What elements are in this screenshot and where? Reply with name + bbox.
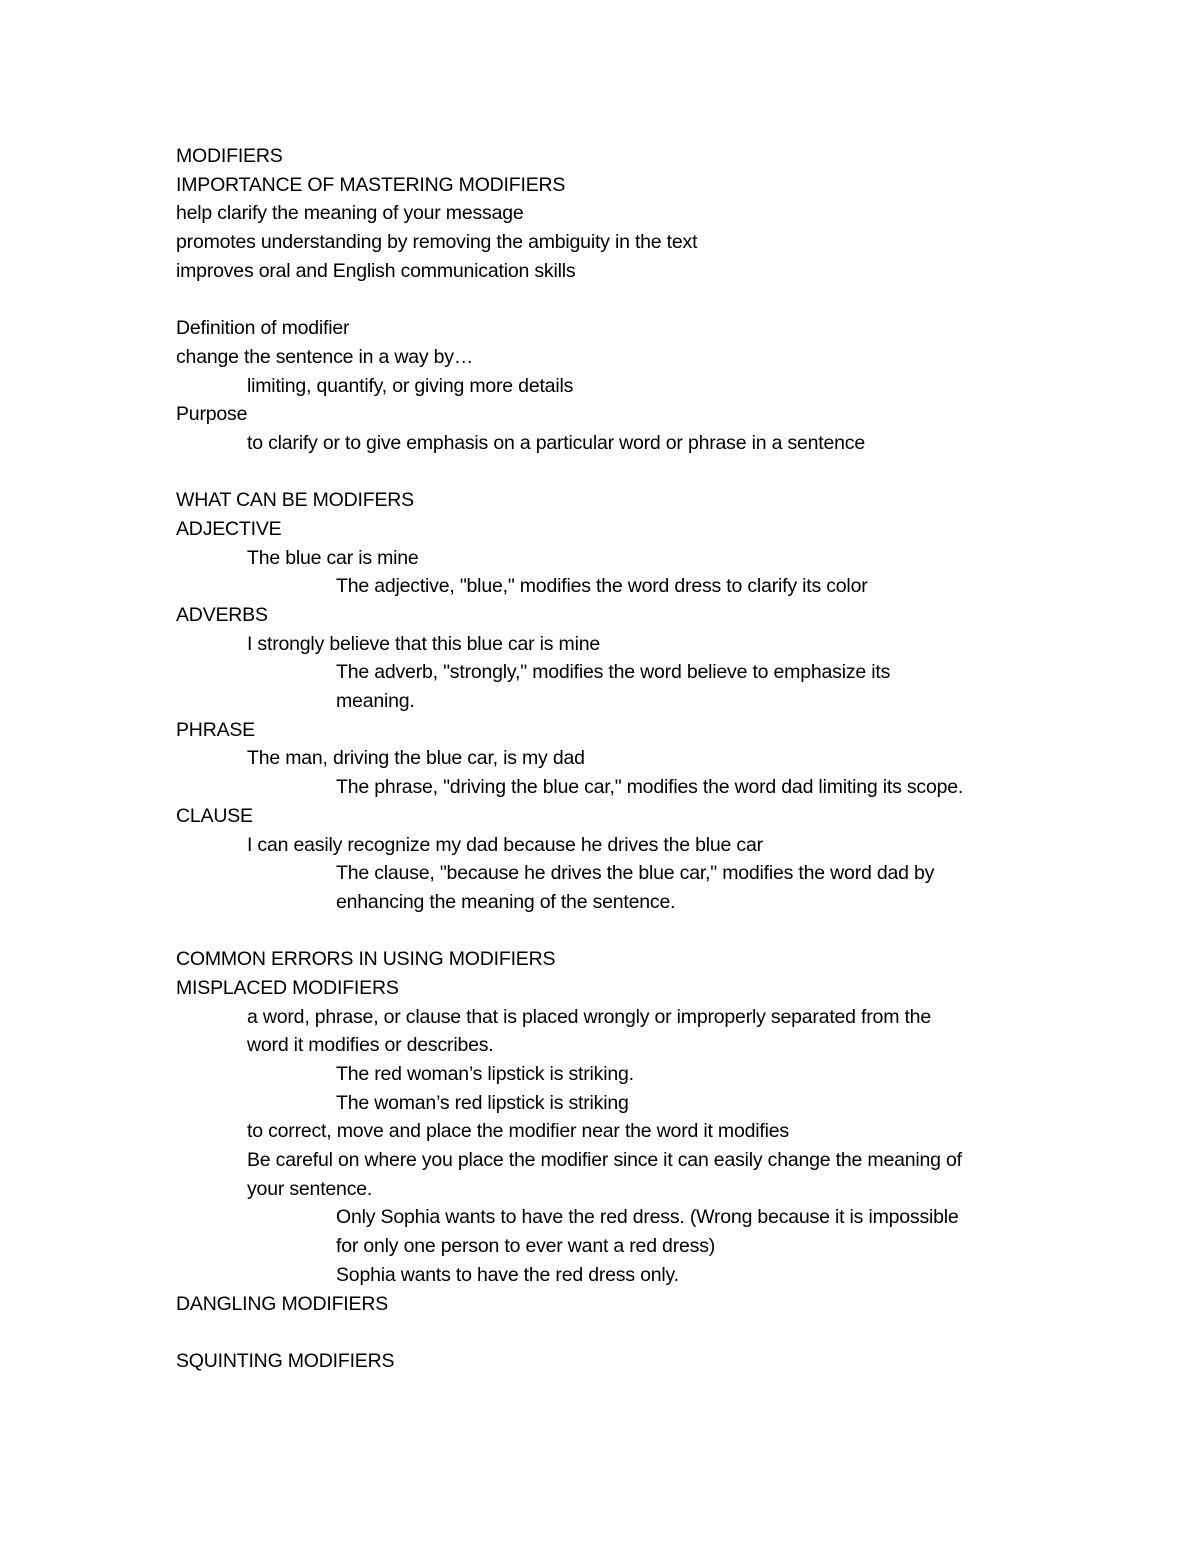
subheading: PHRASE <box>176 718 255 741</box>
blank-line <box>176 1318 1076 1347</box>
explanation-line: The adjective, "blue," modifies the word dress to clarify its color <box>336 575 868 598</box>
example-line: I can easily recognize my dad because he drives the blue car <box>247 833 763 856</box>
text-line: your sentence. <box>247 1177 373 1200</box>
example-line: Only Sophia wants to have the red dress. (Wrong because it is impossible <box>336 1206 959 1229</box>
section-heading: Definition of modifier <box>176 317 350 340</box>
explanation-line: The phrase, "driving the blue car," modifies the word dad limiting its scope. <box>336 776 964 799</box>
section-heading: COMMON ERRORS IN USING MODIFIERS <box>176 948 556 971</box>
explanation-line: meaning. <box>336 690 415 713</box>
text-line: Be careful on where you place the modifier since it can easily change the meaning of <box>247 1149 962 1172</box>
example-line: The man, driving the blue car, is my dad <box>247 747 585 770</box>
text-line: to clarify or to give emphasis on a particular word or phrase in a sentence <box>247 431 865 454</box>
subheading: MISPLACED MODIFIERS <box>176 976 399 999</box>
example-line: Sophia wants to have the red dress only. <box>336 1263 679 1286</box>
explanation-line: enhancing the meaning of the sentence. <box>336 890 676 913</box>
text-line: improves oral and English communication skills <box>176 259 576 282</box>
text-line: change the sentence in a way by… <box>176 345 474 368</box>
example-line: The woman’s red lipstick is striking <box>336 1091 629 1114</box>
example-line: The blue car is mine <box>247 546 419 569</box>
text-line: a word, phrase, or clause that is placed wrongly or improperly separated from the <box>247 1005 931 1028</box>
doc-title: MODIFIERS <box>176 145 283 167</box>
example-line: for only one person to ever want a red dress) <box>336 1235 716 1258</box>
text-line: Purpose <box>176 403 248 426</box>
subheading: SQUINTING MODIFIERS <box>176 1349 395 1372</box>
blank-line <box>176 285 1076 314</box>
text-line: limiting, quantify, or giving more details <box>247 374 574 397</box>
section-heading: IMPORTANCE OF MASTERING MODIFIERS <box>176 173 566 196</box>
blank-line <box>176 458 1076 487</box>
subheading: CLAUSE <box>176 804 253 827</box>
document-body <box>176 142 1076 1376</box>
text-line: to correct, move and place the modifier near the word it modifies <box>247 1120 789 1143</box>
subheading: DANGLING MODIFIERS <box>176 1292 389 1315</box>
section-heading: WHAT CAN BE MODIFERS <box>176 489 414 512</box>
text-line: word it modifies or describes. <box>247 1034 494 1057</box>
example-line: I strongly believe that this blue car is mine <box>247 632 601 655</box>
subheading: ADJECTIVE <box>176 517 282 540</box>
example-line: The red woman’s lipstick is striking. <box>336 1063 634 1085</box>
explanation-line: The adverb, "strongly," modifies the word believe to emphasize its <box>336 661 891 684</box>
explanation-line: The clause, "because he drives the blue car," modifies the word dad by <box>336 862 935 885</box>
subheading: ADVERBS <box>176 604 268 626</box>
blank-line <box>176 917 1076 946</box>
text-line: promotes understanding by removing the ambiguity in the text <box>176 231 698 254</box>
text-line: help clarify the meaning of your message <box>176 202 524 225</box>
